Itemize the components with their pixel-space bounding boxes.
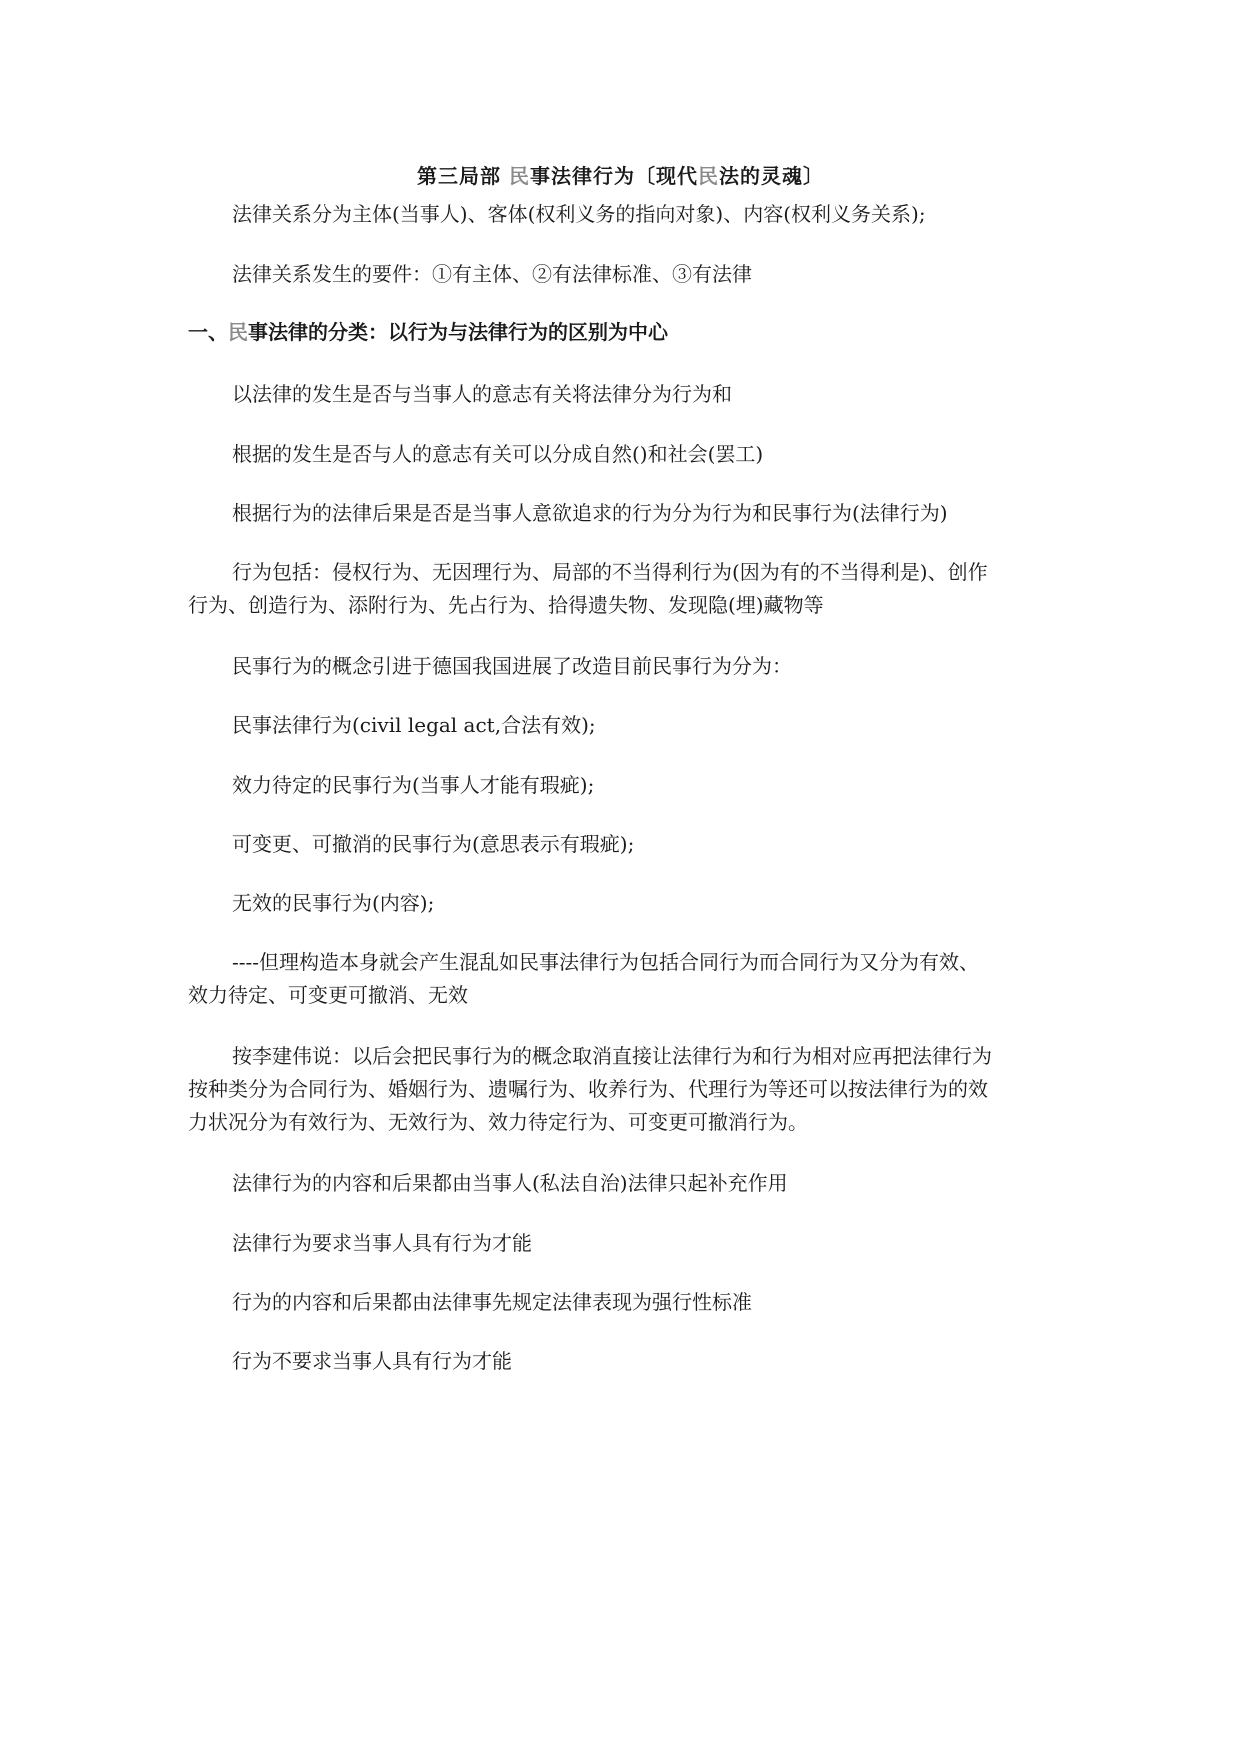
paragraph-text: 法律行为的内容和后果都由当事人(私法自治)法律只起补充作用 xyxy=(232,1171,788,1195)
paragraph-text: 民事法律行为(civil legal act,合法有效); xyxy=(232,713,596,737)
paragraph-9 xyxy=(188,769,1058,802)
title-prefix: 第三局部 xyxy=(417,164,509,188)
document-title xyxy=(0,160,1241,189)
paragraph-16 xyxy=(188,1286,1058,1319)
paragraph-4 xyxy=(188,438,1058,471)
heading-prefix: 一、 xyxy=(188,320,228,344)
paragraph-1 xyxy=(188,198,1058,231)
heading-suffix: 事法律的分类：以行为与法律行为的区别为中心 xyxy=(248,320,668,344)
paragraph-2 xyxy=(188,258,1058,291)
paragraph-17 xyxy=(188,1345,1058,1378)
paragraph-text: 以法律的发生是否与当事人的意志有关将法律分为行为和 xyxy=(232,382,732,406)
paragraph-text: 法律行为要求当事人具有行为才能 xyxy=(232,1231,532,1255)
paragraph-5 xyxy=(188,497,1058,530)
title-middle: 事法律行为〔现代 xyxy=(529,164,698,188)
paragraph-13 xyxy=(188,1040,1058,1139)
paragraph-14 xyxy=(188,1167,1058,1200)
title-faint-char-1: 民 xyxy=(508,164,530,188)
paragraph-10 xyxy=(188,828,1058,861)
paragraph-text: 法律关系发生的要件：①有主体、②有法律标准、③有法律 xyxy=(232,262,752,286)
paragraph-line: 效力待定、可变更可撤消、无效 xyxy=(188,983,468,1007)
paragraph-line: 行为、创造行为、添附行为、先占行为、拾得遗失物、发现隐(埋)藏物等 xyxy=(188,593,824,617)
paragraph-text: 无效的民事行为(内容); xyxy=(232,891,435,915)
title-suffix: 法的灵魂〕 xyxy=(718,164,824,188)
paragraph-text: ----但理构造本身就会产生混乱如民事法律行为包括合同行为而合同行为又分为有效、 xyxy=(232,950,980,974)
paragraph-3 xyxy=(188,378,1058,411)
paragraph-12 xyxy=(188,946,1058,1012)
paragraph-11 xyxy=(188,887,1058,920)
paragraph-text: 法律关系分为主体(当事人)、客体(权利义务的指向对象)、内容(权利义务关系); xyxy=(232,202,926,226)
paragraph-text: 根据的发生是否与人的意志有关可以分成自然()和社会(罢工) xyxy=(232,442,764,466)
paragraph-line xyxy=(188,946,1058,979)
paragraph-line xyxy=(188,1040,1058,1073)
paragraph-line xyxy=(188,556,1058,589)
heading-faint-char: 民 xyxy=(228,320,248,344)
paragraph-7 xyxy=(188,650,1058,683)
paragraph-6 xyxy=(188,556,1058,622)
paragraph-text: 可变更、可撤消的民事行为(意思表示有瑕疵); xyxy=(232,832,635,856)
paragraph-8 xyxy=(188,709,1058,742)
paragraph-text: 根据行为的法律后果是否是当事人意欲追求的行为分为行为和民事行为(法律行为) xyxy=(232,501,948,525)
paragraph-text: 行为包括：侵权行为、无因理行为、局部的不当得利行为(因为有的不当得利是)、创作 xyxy=(232,560,988,584)
paragraph-text: 行为不要求当事人具有行为才能 xyxy=(232,1349,512,1373)
paragraph-15 xyxy=(188,1227,1058,1260)
paragraph-text: 行为的内容和后果都由法律事先规定法律表现为强行性标准 xyxy=(232,1290,752,1314)
paragraph-text: 按李建伟说：以后会把民事行为的概念取消直接让法律行为和行为相对应再把法律行为 xyxy=(232,1044,992,1068)
paragraph-line: 按种类分为合同行为、婚姻行为、遗嘱行为、收养行为、代理行为等还可以按法律行为的效 xyxy=(188,1077,988,1101)
paragraph-text: 效力待定的民事行为(当事人才能有瑕疵); xyxy=(232,773,595,797)
section-heading-1 xyxy=(188,316,1058,349)
title-faint-char-2: 民 xyxy=(697,164,719,188)
paragraph-line: 力状况分为有效行为、无效行为、效力待定行为、可变更可撤消行为。 xyxy=(188,1110,808,1134)
paragraph-text: 民事行为的概念引进于德国我国进展了改造目前民事行为分为： xyxy=(232,654,792,678)
